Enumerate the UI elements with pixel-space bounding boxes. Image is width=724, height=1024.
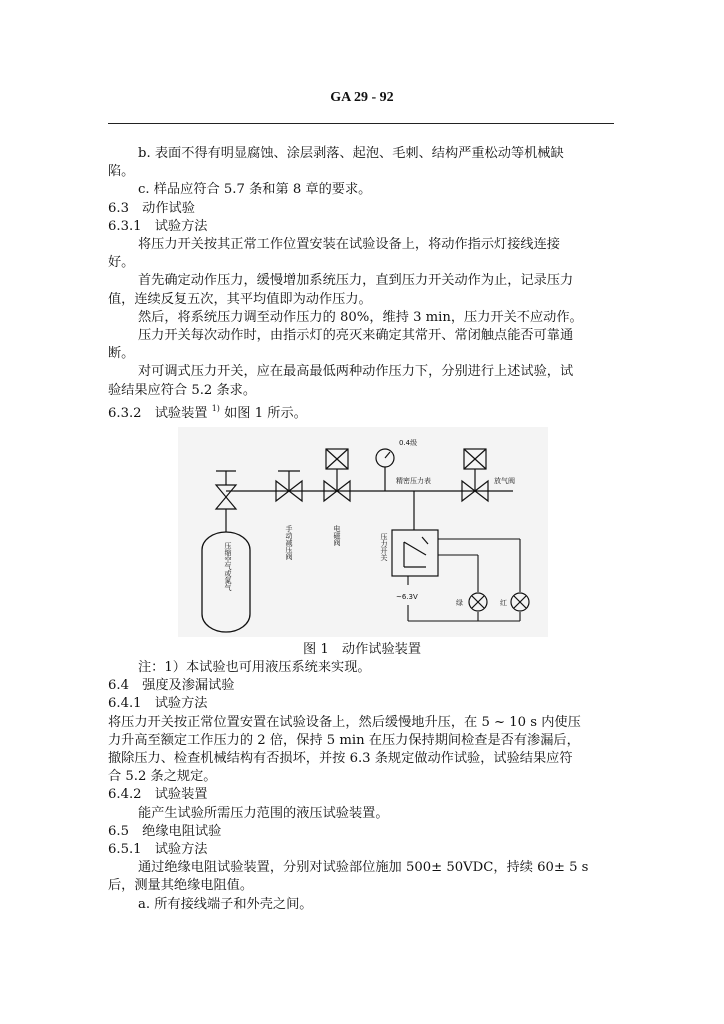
section-6-3-2-line [108,400,615,423]
text-block-lower [108,659,615,914]
text-line: 合 5.2 条之规定。 [108,769,217,785]
manual-valve-label: 手动减压阀 [285,525,293,560]
text-line: 陷。 [108,164,135,180]
text-line: 6.3 动作试验 [108,200,195,216]
solenoid-valve [324,449,350,501]
section-6-3-2-title: 6.3.2 试验装置 [108,406,208,421]
text-line: 值，连续反复五次，其平均值即为动作压力。 [108,291,372,307]
text-line: b. 表面不得有明显腐蚀、涂层剥落、起泡、毛刺、结构严重松动等机械缺 [138,146,564,161]
text-line: 能产生试验所需压力范围的液压试验装置。 [138,805,389,821]
power-label: ~6.3V [396,593,418,601]
text-line: 将压力开关按其正常工作位置安装在试验设备上，将动作指示灯接线连接 [138,237,560,253]
text-line: a. 所有接线端子和外壳之间。 [138,896,313,912]
text-line: 好。 [108,255,135,271]
text-line: 压力开关每次动作时，由指示灯的亮灭来确定其常开、常闭触点能否可靠通 [138,328,574,344]
text-line: 6.4 强度及渗漏试验 [108,678,235,694]
figure-1-diagram [178,427,548,637]
header-rule [108,123,614,124]
document-id-header: GA 29 - 92 [330,90,394,105]
text-line: 撤除压力、检查机械结构有否损坏，并按 6.3 条规定做动作试验，试验结果应符 [108,751,573,767]
vent-valve [462,449,488,501]
text-line: 6.4.1 试验方法 [108,696,208,712]
red-lamp [511,593,529,611]
text-line: 将压力开关按正常位置安置在试验设备上，然后缓慢地升压，在 5 ~ 10 s 内使压 [108,714,581,730]
figure-1-caption: 图 1 动作试验装置 [302,642,422,657]
text-line: 力升高至额定工作压力的 2 倍，保持 5 min 在压力保持期间检查是否有渗漏后， [108,732,580,748]
vent-valve-label: 放气阀 [494,477,515,485]
section-6-3-2-suffix: 如图 1 所示。 [224,406,307,421]
gauge-class-label: 0.4级 [399,439,418,447]
red-lamp-label: 红 [500,599,507,607]
text-line: 断。 [108,346,135,362]
manual-reducing-valve [276,471,302,501]
text-line: 验结果应符合 5.2 条求。 [108,382,257,398]
footnote-marker: 1) [211,404,220,413]
text-line: 后，测量其绝缘电阻值。 [108,878,254,894]
wiring [408,539,520,621]
pressure-switch [392,530,438,576]
text-line: 对可调式压力开关，应在最高最低两种动作压力下，分别进行上述试验，试 [138,364,574,380]
green-lamp [469,593,487,611]
gauge-label: 精密压力表 [396,477,431,485]
cylinder-label: 压缩空气或氮气 [224,542,232,591]
text-line: 通过绝缘电阻试验装置，分别对试验部位施加 500± 50VDC，持续 60± 5 s [138,860,589,876]
solenoid-valve-label: 电磁阀 [333,525,341,546]
text-line: 6.5.1 试验方法 [108,842,208,858]
text-line: 6.4.2 试验装置 [108,787,208,803]
text-line: 然后，将系统压力调至动作压力的 80%，维持 3 min，压力开关不应动作。 [138,309,583,325]
pressure-gauge [376,449,394,491]
text-line: 注：1）本试验也可用液压系统来实现。 [138,660,371,675]
text-block-upper [108,145,615,400]
pressure-switch-label: 压力开关 [380,533,388,561]
text-line: 首先确定动作压力，缓慢增加系统压力，直到压力开关动作为止，记录压力 [138,273,574,289]
text-line: c. 样品应符合 5.7 条和第 8 章的要求。 [138,182,372,198]
green-lamp-label: 绿 [456,599,463,607]
cylinder-valve [216,471,236,532]
text-line: 6.3.1 试验方法 [108,218,208,234]
text-line: 6.5 绝缘电阻试验 [108,823,222,839]
